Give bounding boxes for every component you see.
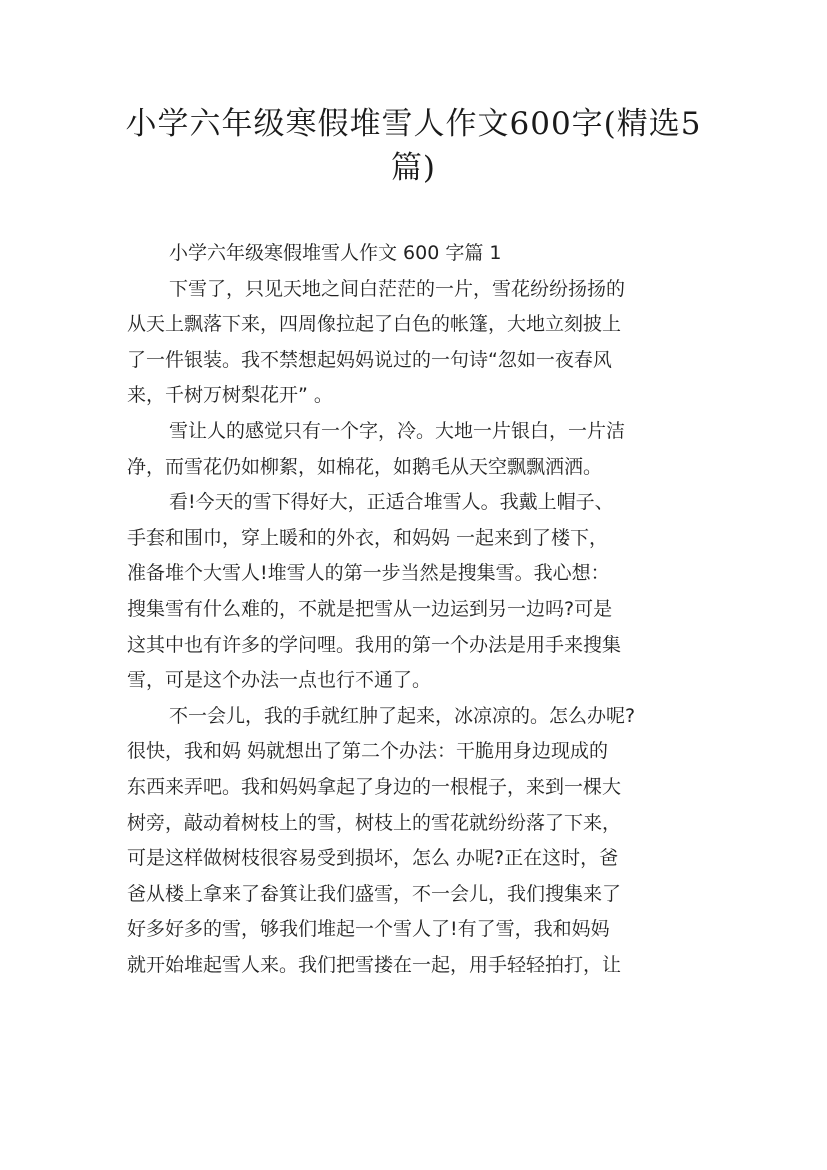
paragraph-line: 就开始堆起雪人来。我们把雪搂在一起，用手轻轻拍打，让 bbox=[127, 953, 622, 976]
paragraph-line: 来，千树万树梨花开” 。 bbox=[127, 384, 333, 407]
paragraph-line: 雪，可是这个办法一点也行不通了。 bbox=[127, 669, 432, 692]
title-line-1: 小学六年级寒假堆雪人作文600字(精选5 bbox=[125, 106, 702, 142]
document-title bbox=[100, 102, 727, 190]
paragraph-line: 爸从楼上拿来了畚箕让我们盛雪，不一会儿，我们搜集来了 bbox=[127, 882, 622, 905]
paragraph-line: 很快，我和妈 妈就想出了第二个办法：干脆用身边现成的 bbox=[127, 740, 609, 763]
paragraph-line: 雪让人的感觉只有一个字，冷。大地一片银白，一片洁 bbox=[169, 419, 626, 442]
paragraph-line: 手套和围巾，穿上暖和的外衣，和妈妈 一起来到了楼下， bbox=[127, 526, 609, 549]
paragraph-line: 从天上飘落下来，四周像拉起了白色的帐篷，大地立刻披上 bbox=[127, 313, 622, 336]
paragraph-line: 下雪了，只见天地之间白茫茫的一片，雪花纷纷扬扬的 bbox=[169, 277, 626, 300]
paragraph-line: 树旁，敲动着树枝上的雪，树枝上的雪花就纷纷落了下来， bbox=[127, 811, 622, 834]
paragraph-line: 看!今天的雪下得好大，正适合堆雪人。我戴上帽子、 bbox=[169, 491, 614, 514]
paragraph-line: 搜集雪有什么难的，不就是把雪从一边运到另一边吗?可是 bbox=[127, 597, 613, 620]
paragraph-line: 可是这样做树枝很容易受到损坏，怎么 办呢?正在这时，爸 bbox=[127, 847, 619, 870]
document-body bbox=[127, 236, 711, 983]
paragraph-line: 东西来弄吧。我和妈妈拿起了身边的一根棍子，来到一棵大 bbox=[127, 775, 622, 798]
paragraph-line: 这其中也有许多的学问哩。我用的第一个办法是用手来搜集 bbox=[127, 633, 622, 656]
paragraph-line: 好多好多的雪，够我们堆起一个雪人了!有了雪，我和妈妈 bbox=[127, 918, 610, 941]
title-line-2: 篇) bbox=[390, 150, 437, 186]
paragraph-line: 不一会儿，我的手就红肿了起来，冰凉凉的。怎么办呢? bbox=[169, 704, 636, 727]
paragraph-line: 准备堆个大雪人!堆雪人的第一步当然是搜集雪。我心想： bbox=[127, 562, 610, 585]
section-heading: 小学六年级寒假堆雪人作文 600 字篇 1 bbox=[169, 242, 502, 264]
paragraph-line: 了一件银装。我不禁想起妈妈说过的一句诗“忽如一夜春风 bbox=[127, 348, 612, 371]
paragraph-line: 净，而雪花仍如柳絮，如棉花，如鹅毛从天空飘飘洒洒。 bbox=[127, 455, 603, 478]
